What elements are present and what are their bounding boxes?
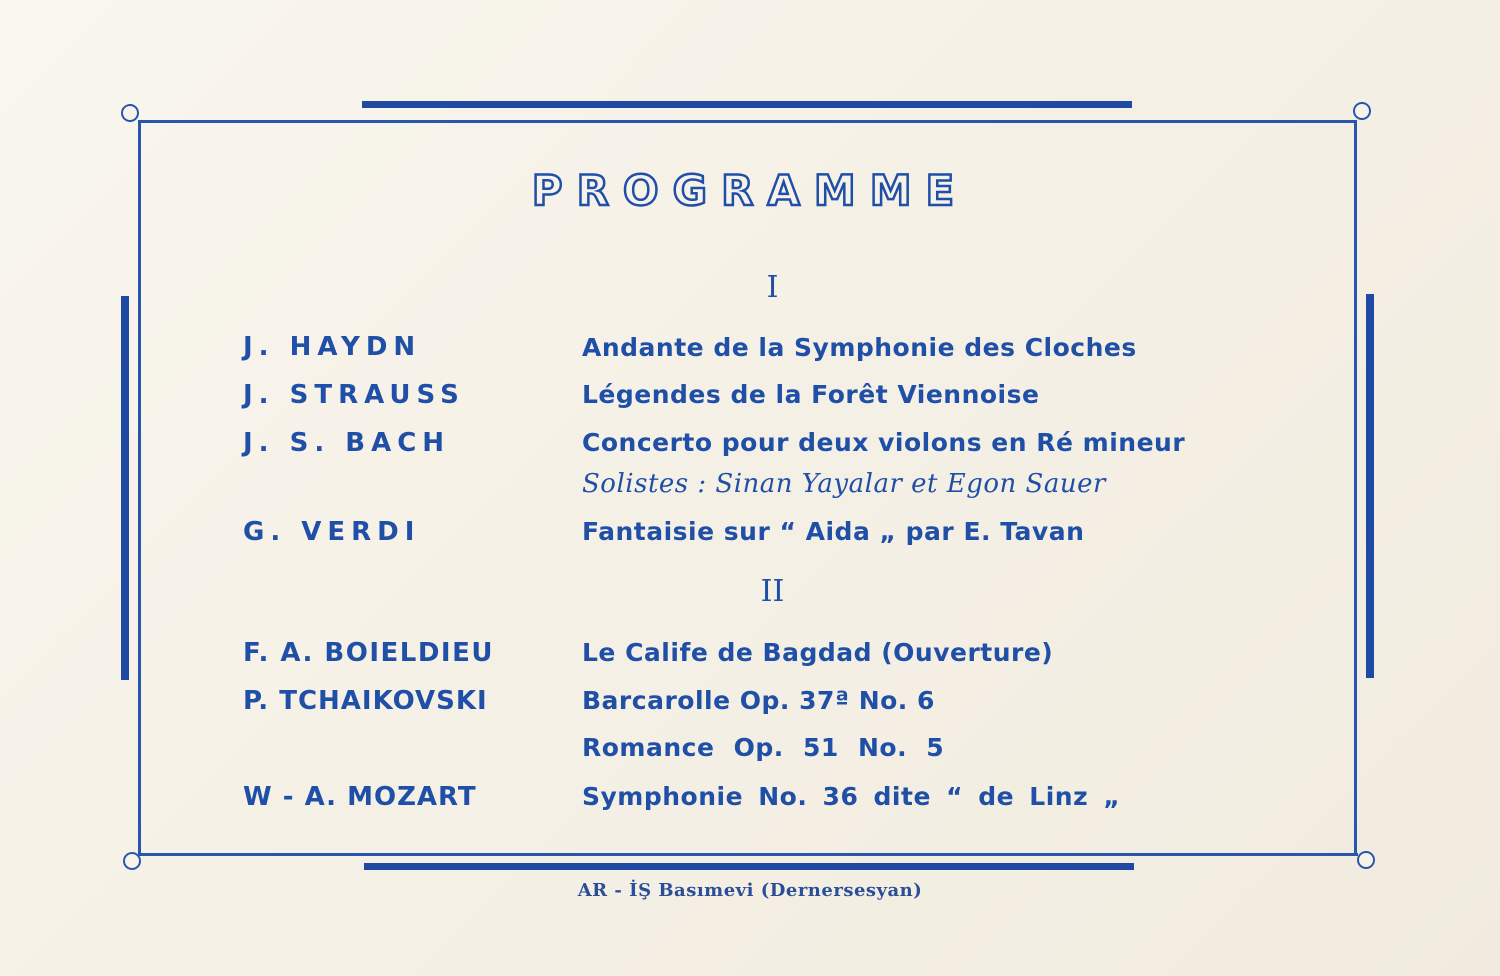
left-frame-line [138,120,141,856]
bottom-thick-bar [364,863,1134,870]
work-strauss: Légendes de la Forêt Viennoise [582,380,1040,409]
work-boieldieu: Le Calife de Bagdad (Ouverture) [582,638,1054,667]
right-frame-line [1354,120,1357,856]
printer-imprint: AR - İŞ Basımevi (Dernersesyan) [577,880,923,901]
corner-ring-top-right [1353,102,1371,120]
composer-bach: J. S. BACH [243,428,451,458]
composer-strauss: J. STRAUSS [243,380,465,410]
work-verdi: Fantaisie sur “ Aida „ par E. Tavan [582,517,1085,546]
work-bach: Concerto pour deux violons en Ré mineur [582,428,1186,457]
work-tchaikovski-romance: Romance Op. 51 No. 5 [582,733,945,762]
top-frame-line [140,120,1356,123]
left-thick-bar [121,296,129,680]
part-one-heading: I [766,270,779,305]
corner-ring-top-left [121,104,139,122]
programme-title: PROGRAMME [531,166,969,215]
composer-mozart: W - A. MOZART [243,782,477,812]
composer-haydn: J. HAYDN [243,332,422,362]
composer-boieldieu: F. A. BOIELDIEU [243,638,494,668]
composer-verdi: G. VERDI [243,517,421,547]
corner-ring-bottom-left [123,852,141,870]
bottom-frame-line [140,853,1358,856]
corner-ring-bottom-right [1357,851,1375,869]
part-two-heading: II [760,574,785,609]
soloists-note: Solistes : Sinan Yayalar et Egon Sauer [582,469,1106,499]
composer-tchaikovski: P. TCHAIKOVSKI [243,686,488,716]
work-mozart: Symphonie No. 36 dite “ de Linz „ [582,782,1121,811]
work-haydn: Andante de la Symphonie des Cloches [582,333,1137,362]
top-thick-bar [362,101,1132,108]
work-tchaikovski-barcarolle: Barcarolle Op. 37ª No. 6 [582,686,935,715]
right-thick-bar [1366,294,1374,678]
